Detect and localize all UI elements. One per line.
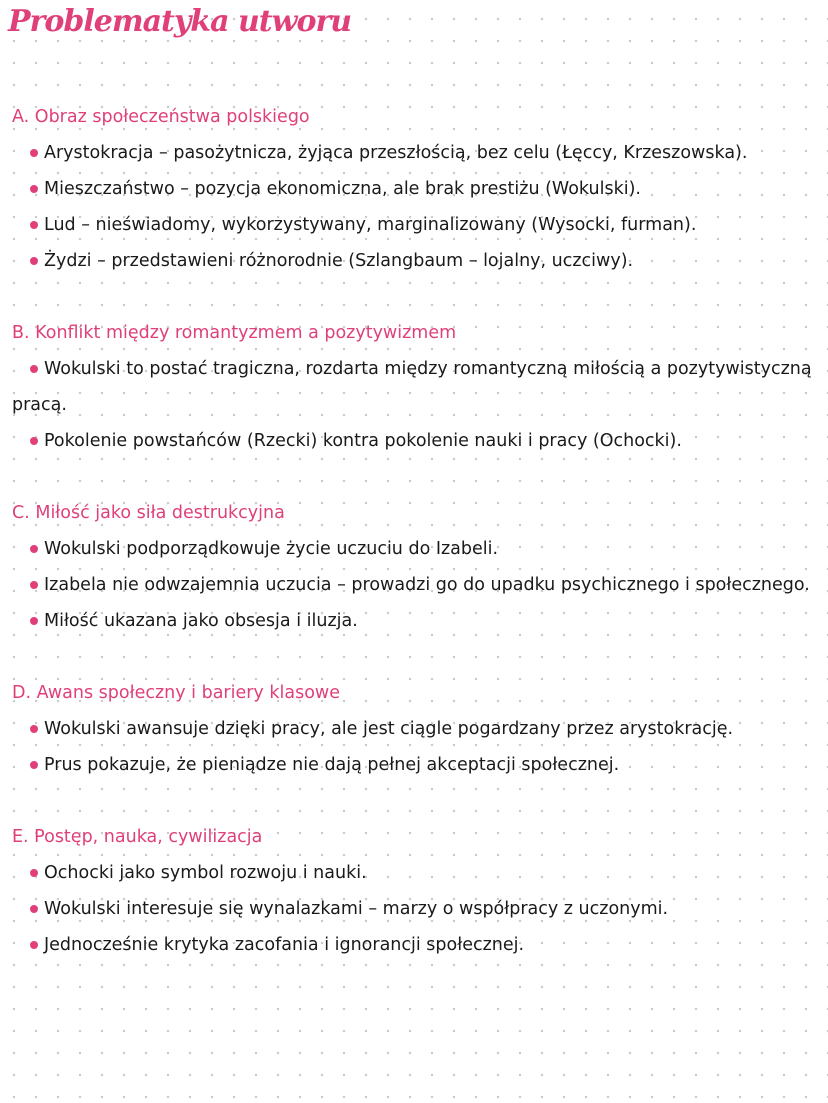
bullet-text: Wokulski podporządkowuje życie uczuciu do Izabeli.	[44, 539, 499, 559]
section	[12, 99, 812, 279]
section	[12, 819, 812, 963]
bullet-dot-icon	[30, 221, 38, 229]
bullet-item	[12, 207, 812, 243]
bullet-item	[12, 747, 812, 783]
bullet-item	[12, 531, 812, 567]
bullet-item	[12, 567, 812, 603]
bullet-item	[12, 855, 812, 891]
section-heading: A. Obraz społeczeństwa polskiego	[12, 107, 310, 127]
section-heading: E. Postęp, nauka, cywilizacja	[12, 827, 263, 847]
section-heading: D. Awans społeczny i bariery klasowe	[12, 683, 340, 703]
bullet-text: Jednocześnie krytyka zacofania i ignorancji społecznej.	[44, 935, 525, 955]
bullet-item	[12, 423, 812, 459]
bullet-text: Mieszczaństwo – pozycja ekonomiczna, ale brak prestiżu (Wokulski).	[44, 179, 641, 199]
bullet-dot-icon	[30, 761, 38, 769]
bullet-item	[12, 351, 812, 423]
bullet-item	[12, 711, 812, 747]
bullet-item	[12, 927, 812, 963]
bullet-text: Wokulski interesuje się wynalazkami – marzy o współpracy z uczonymi.	[44, 899, 669, 919]
bullet-item	[12, 891, 812, 927]
section	[12, 315, 812, 459]
bullet-text: Ochocki jako symbol rozwoju i nauki.	[44, 863, 367, 883]
section	[12, 495, 812, 639]
bullet-dot-icon	[30, 365, 38, 373]
bullet-item	[12, 171, 812, 207]
bullet-dot-icon	[30, 257, 38, 265]
bullet-text: Wokulski to postać tragiczna, rozdarta między romantyczną miłością a pozytywistyczną pracą.	[12, 359, 812, 415]
bullet-text: Żydzi – przedstawieni różnorodnie (Szlangbaum – lojalny, uczciwy).	[44, 251, 634, 271]
bullet-dot-icon	[30, 725, 38, 733]
bullet-dot-icon	[30, 149, 38, 157]
section-heading: B. Konflikt między romantyzmem a pozytywizmem	[12, 323, 457, 343]
page-title: Problematyka utworu	[8, 4, 352, 39]
bullet-dot-icon	[30, 581, 38, 589]
bullet-text: Wokulski awansuje dzięki pracy, ale jest ciągle pogardzany przez arystokrację.	[44, 719, 734, 739]
bullet-text: Izabela nie odwzajemnia uczucia – prowadzi go do upadku psychicznego i społecznego.	[44, 575, 810, 595]
bullet-dot-icon	[30, 869, 38, 877]
notes-content	[12, 99, 812, 999]
bullet-text: Arystokracja – pasożytnicza, żyjąca przeszłością, bez celu (Łęccy, Krzeszowska).	[44, 143, 748, 163]
bullet-dot-icon	[30, 545, 38, 553]
bullet-text: Pokolenie powstańców (Rzecki) kontra pokolenie nauki i pracy (Ochocki).	[44, 431, 682, 451]
bullet-dot-icon	[30, 617, 38, 625]
section	[12, 675, 812, 783]
section-heading: C. Miłość jako siła destrukcyjna	[12, 503, 285, 523]
bullet-dot-icon	[30, 185, 38, 193]
bullet-item	[12, 603, 812, 639]
bullet-dot-icon	[30, 905, 38, 913]
bullet-text: Miłość ukazana jako obsesja i iluzja.	[44, 611, 358, 631]
bullet-text: Prus pokazuje, że pieniądze nie dają pełnej akceptacji społecznej.	[44, 755, 620, 775]
bullet-dot-icon	[30, 437, 38, 445]
bullet-text: Lud – nieświadomy, wykorzystywany, marginalizowany (Wysocki, furman).	[44, 215, 697, 235]
bullet-dot-icon	[30, 941, 38, 949]
bullet-item	[12, 243, 812, 279]
bullet-item	[12, 135, 812, 171]
